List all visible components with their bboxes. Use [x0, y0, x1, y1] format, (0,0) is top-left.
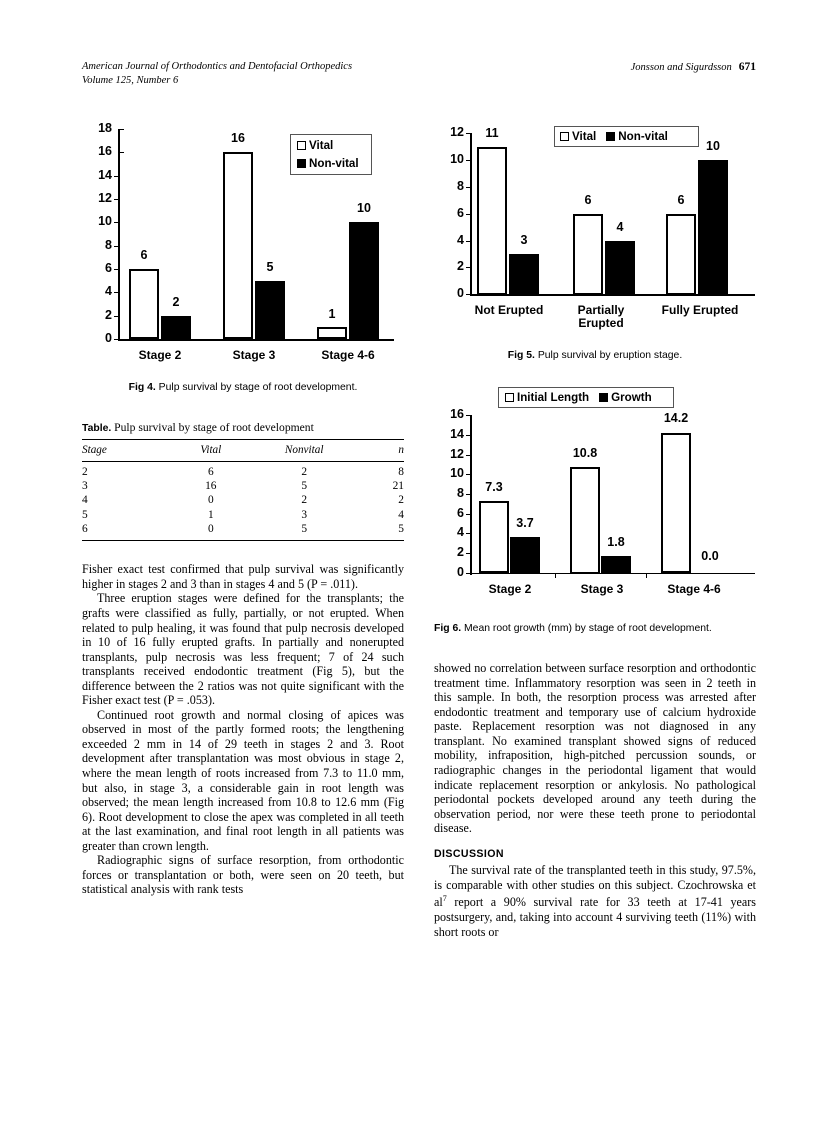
table-cell-vital: 1 [207, 508, 214, 521]
fig4-bar-vital-stage3 [223, 152, 253, 339]
fig5-ytick-10: 10 [450, 152, 464, 166]
fig4-category-stage46: Stage 4-6 [321, 348, 375, 362]
legend-swatch-open-icon [560, 132, 569, 141]
table-title-text: Pulp survival by stage of root development [114, 420, 314, 434]
fig4-ytick-2: 2 [105, 308, 112, 322]
fig4-bar-label-nonvital-stage46: 10 [357, 201, 371, 215]
fig4-bar-vital-stage2 [129, 269, 159, 339]
fig6-ytick-10: 10 [450, 465, 464, 480]
table-cell-nonvital: 2 [301, 465, 308, 478]
fig5-bar-nonvital-not-erupted [509, 254, 539, 294]
right-column-text [434, 661, 756, 939]
section-heading-discussion: DISCUSSION [434, 847, 504, 860]
figure-4-caption-label: Fig 4. [128, 382, 156, 393]
figure-5-caption-text: Pulp survival by eruption stage. [537, 350, 683, 361]
fig5-bar-vital-not-erupted [477, 147, 507, 295]
data-table-block [82, 421, 404, 542]
figure-4-caption [82, 382, 404, 395]
fig5-category-partially-line2: Erupted [578, 315, 624, 330]
fig5-bar-label-vital-not-erupted: 11 [485, 126, 499, 140]
fig5-legend-label-vital: Vital [572, 130, 597, 143]
fig4-bar-nonvital-stage46 [349, 222, 379, 339]
paragraph [434, 863, 756, 939]
fig6-ytick-12: 12 [450, 446, 464, 461]
fig6-legend-label-initial-length: Initial Length [517, 390, 590, 404]
table-cell-n: 8 [398, 465, 404, 478]
table-cell-vital: 16 [205, 479, 217, 492]
fig4-tick-mark [114, 199, 119, 200]
fig5-ytick-8: 8 [457, 179, 464, 193]
fig4-legend [290, 134, 372, 175]
table-cell-stage: 6 [82, 523, 88, 536]
figure-6-caption-text: Mean root growth (mm) by stage of root development. [464, 622, 712, 634]
fig4-ytick-0: 0 [105, 331, 112, 345]
fig4-tick-mark [114, 339, 119, 340]
fig4-ytick-18: 18 [98, 121, 112, 135]
table-col-stage: Stage [82, 439, 166, 461]
table-cell-nonvital: 5 [301, 479, 308, 492]
fig5-bar-nonvital-fully [698, 160, 728, 295]
table-title [82, 421, 404, 436]
legend-swatch-open-icon [505, 393, 514, 402]
figure-4-caption-text: Pulp survival by stage of root development. [158, 382, 358, 393]
fig6-legend-item-growth [599, 390, 652, 405]
fig5-bar-vital-partially [573, 214, 603, 295]
fig6-bar-initial-stage46 [661, 433, 691, 573]
fig4-legend-item-vital [297, 138, 365, 153]
fig6-bar-label-initial-stage2: 7.3 [485, 479, 503, 494]
figure-6-caption [434, 623, 756, 636]
fig6-bar-initial-stage2 [479, 501, 509, 573]
paragraph: showed no correlation between surface resorption and orthodontic treatment time. Inflammatory resorption was seen in 2 teeth in this sample. In both, the resorption process was arrested after endodontic treatment and temporary use of calcium hydroxide paste. Replacement resorption was not diagnosed in any transplant. No examined transplant showed signs of reduced mobility, infraposition, high-pitched percussion sounds, or radiographic changes in the periodontal ligament that would indicate replacement resorption or ankylosis. No pathological periodontal pockets developed around any teeth during the observation period, nor were these teeth prone to periodontal disease. [434, 661, 756, 836]
fig5-bar-label-nonvital-not-erupted: 3 [520, 233, 528, 247]
fig5-category-partially-line1: Partially [577, 303, 625, 317]
fig5-tick-mark [466, 294, 471, 295]
fig6-tick-mark [466, 474, 471, 475]
figure-4-chart [82, 118, 404, 366]
fig6-bar-label-growth-stage2: 3.7 [516, 515, 534, 530]
fig4-tick-mark [114, 292, 119, 293]
fig5-category-fully-erupted: Fully Erupted [661, 303, 739, 317]
fig4-ytick-8: 8 [105, 238, 112, 252]
fig4-tick-mark [114, 176, 119, 177]
fig5-tick-mark [466, 241, 471, 242]
fig5-tick-mark [466, 133, 471, 134]
fig4-bar-nonvital-stage2 [161, 316, 191, 339]
table-cell-vital: 0 [207, 523, 214, 536]
fig6-axis-separator [555, 573, 556, 578]
fig6-ytick-6: 6 [457, 505, 464, 520]
table-cell-n: 2 [398, 494, 404, 507]
table-cell-vital: 0 [207, 494, 214, 507]
fig5-legend-item-vital [560, 129, 596, 144]
fig5-bar-label-nonvital-fully: 10 [706, 139, 720, 153]
figure-6-caption-label: Fig 6. [434, 622, 462, 634]
fig4-x-axis [118, 339, 394, 341]
fig4-bar-label-nonvital-stage2: 2 [172, 295, 180, 309]
fig6-bar-label-initial-stage46: 14.2 [663, 410, 689, 425]
fig4-tick-mark [119, 152, 124, 153]
paragraph: Fisher exact test confirmed that pulp survival was significantly higher in stages 2 and 3 than in stages 4 and 5 (P = .011). [82, 562, 404, 591]
fig6-ytick-8: 8 [457, 485, 464, 500]
fig6-ytick-2: 2 [457, 544, 464, 559]
fig6-tick-mark [466, 415, 471, 416]
fig5-tick-mark [466, 214, 471, 215]
fig5-tick-mark [466, 187, 471, 188]
fig5-bar-label-vital-fully: 6 [677, 193, 685, 207]
fig4-legend-item-nonvital [297, 156, 365, 171]
legend-swatch-solid-icon [599, 393, 608, 402]
paragraph: Radiographic signs of surface resorption, from orthodontic forces or transplantation or both, were seen on 20 teeth, but statistical analysis with rank tests [82, 853, 404, 897]
fig5-bar-nonvital-partially [605, 241, 635, 295]
paragraph-part: The survival rate of the transplanted teeth in this study, 97.5%, is comparable with other studies on this subject. Czochrowska et al [434, 863, 756, 910]
fig6-category-stage2: Stage 2 [488, 581, 532, 596]
fig4-ytick-14: 14 [98, 168, 112, 182]
fig6-tick-mark [466, 573, 471, 574]
fig4-ytick-16: 16 [98, 144, 112, 158]
fig6-category-stage46: Stage 4-6 [667, 581, 721, 596]
table-row [82, 461, 404, 479]
fig5-legend [554, 126, 699, 147]
fig5-legend-items [560, 129, 693, 144]
fig4-bar-nonvital-stage3 [255, 281, 285, 339]
table-cell-stage: 3 [82, 479, 88, 492]
left-column-text [82, 562, 404, 897]
fig6-bar-label-growth-stage46: 0.0 [701, 548, 719, 563]
table-cell-stage: 4 [82, 494, 88, 507]
fig6-bar-growth-stage2 [510, 537, 540, 574]
fig6-legend-items [505, 390, 667, 405]
fig4-ytick-6: 6 [105, 261, 112, 275]
fig5-ytick-6: 6 [457, 206, 464, 220]
table-label: Table. [82, 422, 112, 434]
fig6-tick-mark [466, 435, 471, 436]
fig4-ytick-12: 12 [98, 191, 112, 205]
fig6-bar-label-growth-stage3: 1.8 [607, 534, 625, 549]
fig5-tick-mark [466, 160, 471, 161]
pulp-survival-table [82, 439, 404, 542]
fig4-legend-label-vital: Vital [309, 139, 334, 152]
fig4-tick-mark [114, 222, 119, 223]
table-cell-stage: 5 [82, 508, 88, 521]
table-cell-nonvital: 5 [301, 523, 308, 536]
right-column [434, 118, 756, 939]
fig5-legend-item-nonvital [606, 129, 668, 144]
fig4-y-axis [118, 129, 120, 341]
fig6-bar-growth-stage3 [601, 556, 631, 574]
paragraph: Continued root growth and normal closing of apices was observed in most of the partly formed roots; the lengthening exceeded 2 mm in 14 of 29 teeth in stages 2 and 3. Root development after transplantation was most obvious in stage 2, where the mean length of roots increased from 7.3 to 11.0 mm, but also, in stage 3, a considerable gain in root length was observed; the mean length increased from 10.8 to 12.6 mm (Fig 6). Root development to close the apex was completed in all teeth at the last examination, and final root length in all patients was greater than crown length. [82, 707, 404, 853]
table-cell-n: 5 [398, 523, 404, 536]
fig6-tick-mark [466, 494, 471, 495]
fig4-tick-mark [114, 316, 119, 317]
table-cell-stage: 2 [82, 465, 88, 478]
fig6-axis-separator [646, 573, 647, 578]
fig6-tick-mark [466, 514, 471, 515]
fig6-bar-label-initial-stage3: 10.8 [572, 445, 598, 460]
running-head-left [82, 60, 352, 88]
table-cell-n: 4 [398, 508, 404, 521]
figure-6-chart [434, 387, 756, 613]
fig6-ytick-0: 0 [457, 564, 464, 579]
fig6-tick-mark [466, 455, 471, 456]
fig4-bar-label-nonvital-stage3: 5 [266, 260, 274, 274]
fig5-ytick-12: 12 [450, 125, 464, 139]
paragraph-part: report a 90% survival rate for 33 teeth at 17-41 years postsurgery, and, taking into account 4 surviving teeth (11%) with short roots or [434, 895, 756, 939]
fig4-ytick-10: 10 [98, 214, 112, 228]
figure-5-chart [434, 118, 756, 336]
fig5-category-not-erupted: Not Erupted [474, 303, 544, 317]
journal-name: American Journal of Orthodontics and Dentofacial Orthopedics [82, 61, 353, 72]
table-row [82, 494, 404, 508]
journal-volume: Volume 125, Number 6 [82, 75, 179, 86]
fig6-ytick-14: 14 [450, 426, 464, 441]
table-cell-nonvital: 2 [301, 494, 308, 507]
fig6-category-stage3: Stage 3 [580, 581, 624, 596]
fig6-legend [498, 387, 674, 408]
article-authors: Jonsson and Sigurdsson [630, 62, 732, 73]
fig4-tick-mark [119, 129, 124, 130]
fig6-ytick-16: 16 [450, 406, 464, 421]
fig4-tick-mark [114, 269, 119, 270]
fig4-category-stage2: Stage 2 [138, 348, 182, 362]
fig6-legend-label-growth: Growth [611, 390, 652, 404]
fig6-tick-mark [466, 553, 471, 554]
footnote-reference: 7 [442, 894, 447, 904]
fig5-ytick-0: 0 [457, 286, 464, 300]
fig5-bar-label-vital-partially: 6 [584, 193, 592, 207]
fig4-bar-label-vital-stage3: 16 [231, 131, 245, 145]
fig4-category-stage3: Stage 3 [232, 348, 276, 362]
table-row [82, 479, 404, 493]
fig5-ytick-4: 4 [457, 233, 464, 247]
running-head-right [631, 60, 756, 75]
fig5-ytick-2: 2 [457, 259, 464, 273]
fig5-legend-label-nonvital: Non-vital [618, 130, 668, 143]
page-number: 671 [738, 61, 756, 73]
fig6-tick-mark [466, 533, 471, 534]
fig6-ytick-4: 4 [457, 524, 464, 539]
left-column [82, 118, 404, 897]
table-col-n: n [352, 439, 404, 461]
fig4-bar-vital-stage46 [317, 327, 347, 339]
fig6-bar-initial-stage3 [570, 467, 600, 574]
fig5-tick-mark [466, 267, 471, 268]
fig4-bar-label-vital-stage46: 1 [328, 307, 336, 321]
fig5-bar-label-nonvital-partially: 4 [616, 220, 624, 234]
fig5-bar-vital-fully [666, 214, 696, 295]
fig6-legend-item-initial-length [505, 390, 589, 405]
legend-swatch-solid-icon [297, 159, 306, 168]
figure-5-caption-label: Fig 5. [507, 350, 535, 361]
table-header-row [82, 439, 404, 461]
fig4-tick-mark [114, 246, 119, 247]
fig4-legend-label-nonvital: Non-vital [309, 157, 359, 170]
table-row [82, 523, 404, 541]
fig5-category-partially-erupted [558, 304, 644, 329]
legend-swatch-solid-icon [606, 132, 615, 141]
running-head [82, 60, 756, 88]
fig4-ytick-4: 4 [105, 284, 112, 298]
table-col-nonvital: Nonvital [256, 439, 353, 461]
figure-5-caption [434, 350, 756, 363]
table-col-vital: Vital [166, 439, 256, 461]
paragraph: Three eruption stages were defined for the transplants; the grafts were classified as fully, partially, or not erupted. When related to pulp healing, it was found that pulp necrosis developed in 10 of 16 fully erupted grafts. In partially and nonerupted transplants, pulp necrosis was less frequent; 7 of 24 such transplants received endodontic treatment (Fig 5), but the difference between the 2 ratios was not quite significant with the Fisher exact test (P = .053). [82, 591, 404, 708]
table-row [82, 508, 404, 522]
table-cell-n: 21 [392, 479, 404, 492]
table-cell-nonvital: 3 [301, 508, 308, 521]
table-bottom-rule [82, 541, 404, 542]
table-cell-vital: 6 [207, 465, 214, 478]
fig4-bar-label-vital-stage2: 6 [140, 248, 148, 262]
legend-swatch-open-icon [297, 141, 306, 150]
